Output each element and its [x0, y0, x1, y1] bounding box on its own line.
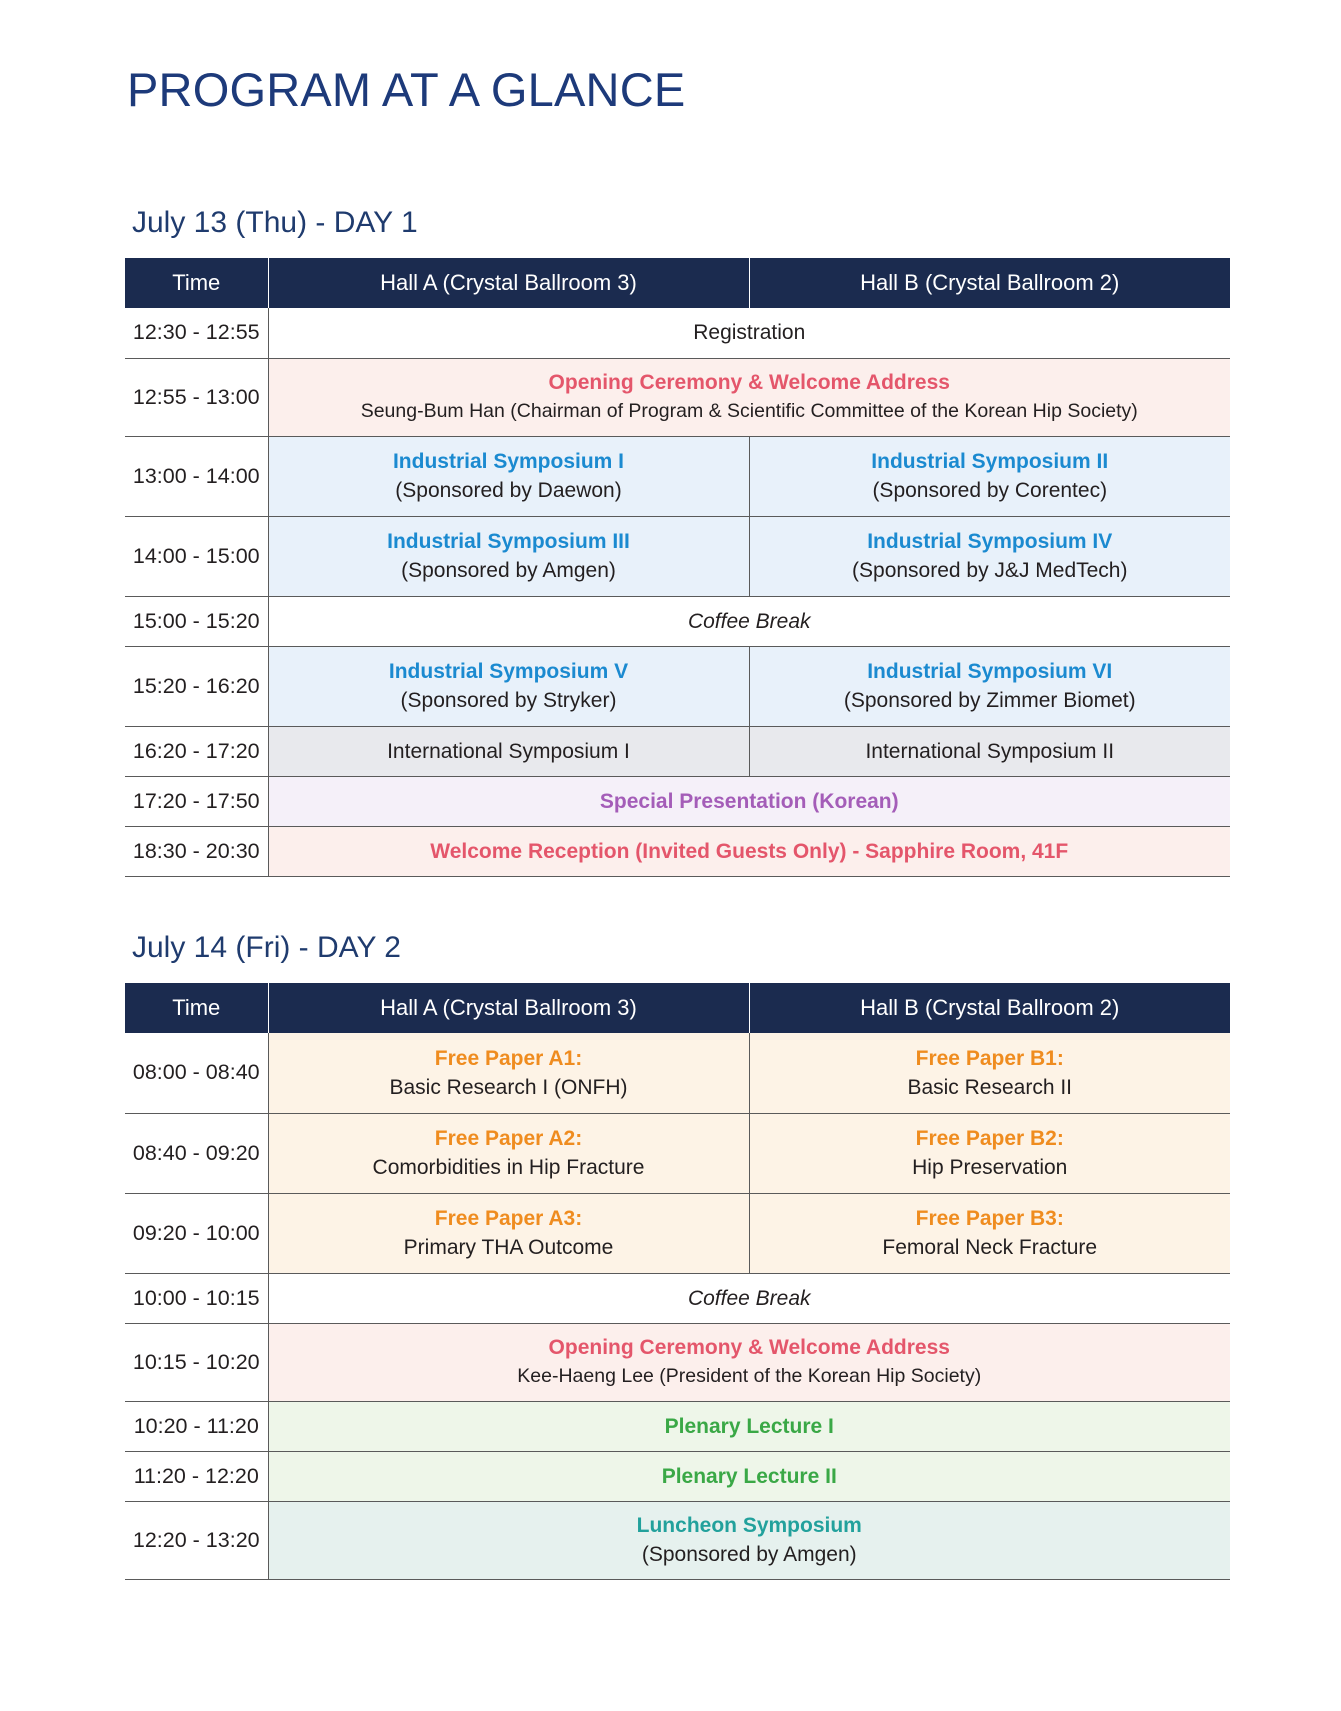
- session-title: Opening Ceremony & Welcome Address: [548, 1336, 950, 1359]
- hall-a-cell: [268, 726, 749, 776]
- session-cell: [268, 596, 1230, 646]
- time-cell: 12:55 - 13:00: [125, 358, 268, 436]
- header-hall-a: Hall A (Crystal Ballroom 3): [268, 983, 749, 1033]
- time-cell: 14:00 - 15:00: [125, 516, 268, 596]
- table-row: [125, 1113, 1230, 1193]
- session-subtitle: (Sponsored by Stryker): [400, 689, 617, 712]
- session-subtitle: (Sponsored by J&J MedTech): [852, 559, 1128, 582]
- time-cell: 18:30 - 20:30: [125, 826, 268, 876]
- day1-schedule-table: [125, 258, 1230, 877]
- hall-b-cell: [749, 646, 1230, 726]
- session-subtitle: (Sponsored by Corentec): [872, 479, 1108, 502]
- hall-a-cell: [268, 516, 749, 596]
- session-title: Plenary Lecture I: [664, 1414, 834, 1438]
- session-cell: [268, 826, 1230, 876]
- session-subtitle: (Sponsored by Zimmer Biomet): [843, 689, 1136, 712]
- day2-schedule-table: [125, 983, 1230, 1580]
- session-title: Special Presentation (Korean): [599, 789, 899, 813]
- header-hall-a: Hall A (Crystal Ballroom 3): [268, 258, 749, 308]
- hall-b-cell: [749, 436, 1230, 516]
- table-row: [125, 1193, 1230, 1273]
- time-cell: 08:40 - 09:20: [125, 1113, 268, 1193]
- session-subtitle: (Sponsored by Amgen): [401, 559, 616, 582]
- hall-a-cell: [268, 436, 749, 516]
- day2-header-row: [125, 983, 1230, 1033]
- session-cell: [268, 358, 1230, 436]
- session-cell: [268, 1273, 1230, 1323]
- table-row: [125, 726, 1230, 776]
- session-title: Industrial Symposium VI: [867, 660, 1113, 683]
- day1-header-row: [125, 258, 1230, 308]
- table-row: [125, 436, 1230, 516]
- time-cell: 15:00 - 15:20: [125, 596, 268, 646]
- time-cell: 09:20 - 10:00: [125, 1193, 268, 1273]
- session-subtitle: Kee-Haeng Lee (President of the Korean Hip Society): [517, 1365, 982, 1387]
- session-text: International Symposium II: [865, 739, 1115, 763]
- hall-b-cell: [749, 516, 1230, 596]
- time-cell: 13:00 - 14:00: [125, 436, 268, 516]
- session-title: Industrial Symposium III: [387, 530, 630, 553]
- hall-a-cell: [268, 1193, 749, 1273]
- hall-b-cell: [749, 1193, 1230, 1273]
- session-subtitle: Femoral Neck Fracture: [882, 1236, 1098, 1259]
- session-subtitle: Basic Research II: [907, 1075, 1073, 1099]
- time-cell: 10:15 - 10:20: [125, 1323, 268, 1401]
- time-cell: 15:20 - 16:20: [125, 646, 268, 726]
- table-row: [125, 1501, 1230, 1579]
- session-title: Welcome Reception (Invited Guests Only) - Sapphire Room, 41F: [430, 839, 1069, 863]
- session-cell: [268, 308, 1230, 358]
- session-subtitle: Seung-Bum Han (Chairman of Program & Scientific Committee of the Korean Hip Society): [360, 400, 1138, 422]
- day2-title: July 14 (Fri) - DAY 2: [132, 931, 401, 964]
- hall-a-cell: [268, 646, 749, 726]
- header-hall-b: Hall B (Crystal Ballroom 2): [749, 258, 1230, 308]
- time-cell: 08:00 - 08:40: [125, 1033, 268, 1113]
- day1-title: July 13 (Thu) - DAY 1: [132, 206, 418, 239]
- table-row: [125, 308, 1230, 358]
- session-subtitle: (Sponsored by Amgen): [641, 1543, 857, 1566]
- session-cell: [268, 1451, 1230, 1501]
- hall-b-cell: [749, 1113, 1230, 1193]
- table-row: [125, 358, 1230, 436]
- session-title: Free Paper B2:: [915, 1127, 1064, 1150]
- session-cell: [268, 1323, 1230, 1401]
- session-title: Industrial Symposium II: [871, 450, 1109, 473]
- session-cell: [268, 776, 1230, 826]
- session-title: Industrial Symposium IV: [867, 530, 1113, 553]
- time-cell: 16:20 - 17:20: [125, 726, 268, 776]
- session-subtitle: Hip Preservation: [912, 1156, 1068, 1179]
- table-row: [125, 516, 1230, 596]
- table-row: [125, 1401, 1230, 1451]
- session-cell: [268, 1501, 1230, 1579]
- table-row: [125, 1451, 1230, 1501]
- session-title: Industrial Symposium I: [392, 450, 625, 473]
- table-row: [125, 1323, 1230, 1401]
- session-title: Opening Ceremony & Welcome Address: [548, 371, 950, 394]
- session-title: Free Paper A3:: [434, 1207, 583, 1230]
- table-row: [125, 776, 1230, 826]
- time-cell: 10:00 - 10:15: [125, 1273, 268, 1323]
- hall-a-cell: [268, 1033, 749, 1113]
- hall-b-cell: [749, 726, 1230, 776]
- table-row: [125, 646, 1230, 726]
- session-text: Coffee Break: [687, 1286, 811, 1310]
- session-title: Luncheon Symposium: [636, 1514, 862, 1537]
- session-title: Industrial Symposium V: [388, 660, 629, 683]
- table-row: [125, 1273, 1230, 1323]
- time-cell: 11:20 - 12:20: [125, 1451, 268, 1501]
- session-subtitle: Primary THA Outcome: [403, 1236, 614, 1259]
- hall-b-cell: [749, 1033, 1230, 1113]
- session-subtitle: Basic Research I (ONFH): [389, 1075, 628, 1099]
- hall-a-cell: [268, 1113, 749, 1193]
- session-title: Free Paper A1:: [434, 1046, 583, 1070]
- time-cell: 12:20 - 13:20: [125, 1501, 268, 1579]
- session-subtitle: (Sponsored by Daewon): [395, 479, 622, 502]
- session-title: Free Paper A2:: [434, 1127, 583, 1150]
- page-title: PROGRAM AT A GLANCE: [127, 63, 686, 116]
- time-cell: 12:30 - 12:55: [125, 308, 268, 358]
- session-text: Registration: [693, 321, 806, 345]
- table-row: [125, 596, 1230, 646]
- session-title: Free Paper B3:: [915, 1207, 1064, 1230]
- time-cell: 10:20 - 11:20: [125, 1401, 268, 1451]
- time-cell: 17:20 - 17:50: [125, 776, 268, 826]
- header-time: Time: [125, 258, 268, 308]
- session-text: International Symposium I: [387, 739, 630, 763]
- header-time: Time: [125, 983, 268, 1033]
- table-row: [125, 1033, 1230, 1113]
- table-row: [125, 826, 1230, 876]
- session-subtitle: Comorbidities in Hip Fracture: [372, 1156, 645, 1179]
- header-hall-b: Hall B (Crystal Ballroom 2): [749, 983, 1230, 1033]
- session-title: Free Paper B1:: [915, 1046, 1064, 1070]
- session-title: Plenary Lecture II: [661, 1464, 837, 1488]
- session-text: Coffee Break: [687, 609, 811, 633]
- session-cell: [268, 1401, 1230, 1451]
